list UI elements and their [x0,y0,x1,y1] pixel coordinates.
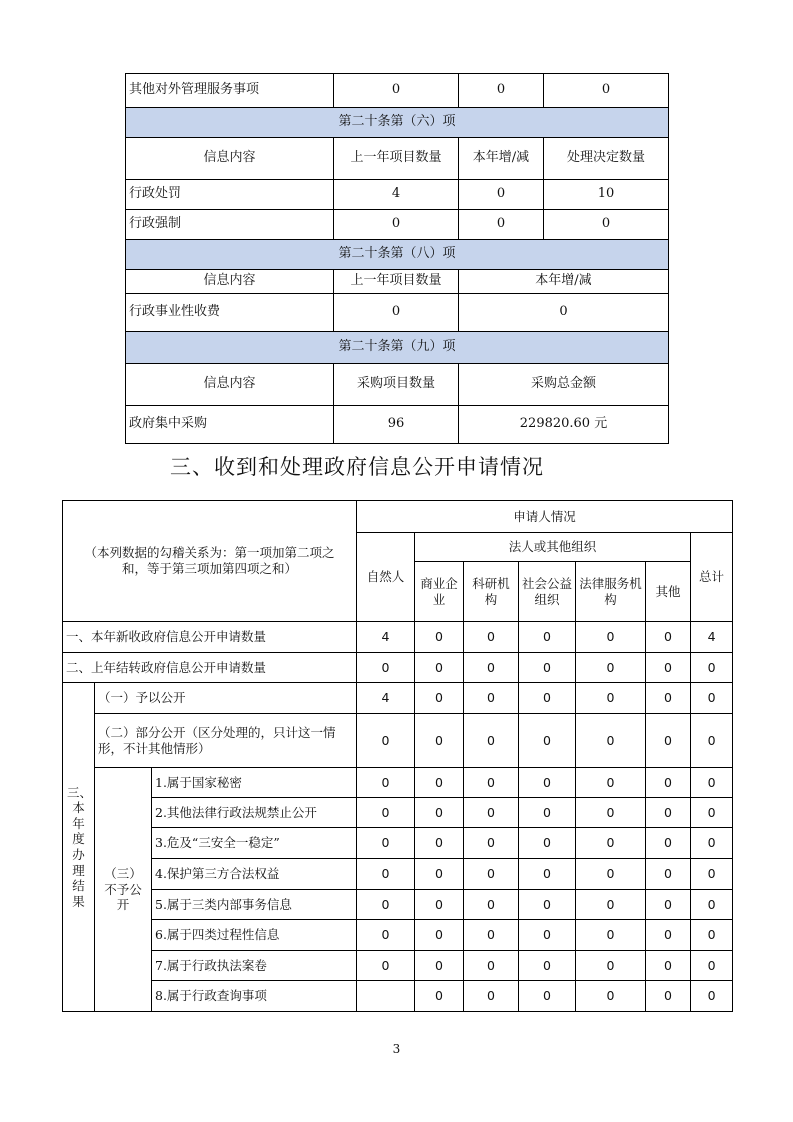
cell-value: 0 [691,920,733,951]
row-label: 1.属于国家秘密 [152,768,357,798]
cell-value: 0 [464,653,519,683]
column-header: 法律服务机构 [576,562,646,622]
cell-value: 0 [415,683,464,714]
cell-value: 0 [334,210,459,240]
cell-value: 0 [519,768,576,798]
cell-value: 0 [646,653,691,683]
cell-value: 4 [691,622,733,653]
table-row [126,210,669,240]
table-row [63,683,733,714]
cell-value: 0 [646,828,691,859]
cell-value: 0 [415,714,464,768]
column-header: 信息内容 [126,364,334,406]
cell-value: 0 [576,981,646,1012]
cell-value: 0 [519,714,576,768]
cell-value: 0 [415,951,464,981]
column-header: 处理决定数量 [544,138,669,180]
cell-value: 96 [334,406,459,444]
cell-value: 0 [519,622,576,653]
row-label: 8.属于行政查询事项 [152,981,357,1012]
cell-value: 0 [415,981,464,1012]
cell-value: 0 [519,653,576,683]
page-number: 3 [392,1042,401,1056]
row-label: 行政事业性收费 [126,294,334,332]
column-header: 本年增/减 [459,138,544,180]
cell-value: 0 [691,890,733,920]
table-row [63,798,733,828]
cell-value: 0 [576,714,646,768]
cell-value: 0 [576,653,646,683]
table-row [126,180,669,210]
cell-value: 0 [459,180,544,210]
cell-value: 0 [459,294,669,332]
legal-entity-header: 法人或其他组织 [415,533,691,562]
cell-value: 0 [334,294,459,332]
cell-value: 0 [464,890,519,920]
cell-value: 0 [415,768,464,798]
row-label: 政府集中采购 [126,406,334,444]
column-header: 科研机构 [464,562,519,622]
column-header: 采购项目数量 [334,364,459,406]
cell-value: 10 [544,180,669,210]
cell-value: 0 [464,798,519,828]
cell-value: 0 [691,683,733,714]
cell-value: 4 [357,622,415,653]
cell-value: 0 [691,714,733,768]
cell-value: 0 [357,890,415,920]
cell-value: 0 [459,210,544,240]
cell-value: 0 [691,768,733,798]
table-row [126,74,669,108]
cell-value: 0 [334,74,459,108]
cell-value: 0 [519,828,576,859]
cell-value: 0 [415,890,464,920]
cell-value: 0 [464,768,519,798]
cell-value: 0 [464,981,519,1012]
row-label: （二）部分公开（区分处理的，只计这一情形，不计其他情形） [95,714,357,768]
applicant-header: 申请人情况 [357,501,733,533]
cell-value: 0 [464,683,519,714]
application-stats-table [62,500,733,1012]
cell-value: 0 [576,920,646,951]
cell-value: 229820.60 元 [459,406,669,444]
column-header-row [126,364,669,406]
cell-value: 0 [691,828,733,859]
total-header: 总计 [691,533,733,622]
cell-value: 0 [544,210,669,240]
row-label: 5.属于三类内部事务信息 [152,890,357,920]
cell-value: 0 [576,859,646,890]
cell-value: 0 [646,768,691,798]
cell-value: 0 [646,683,691,714]
cell-value: 0 [357,951,415,981]
table-row [63,714,733,768]
row-label: 二、上年结转政府信息公开申请数量 [63,653,357,683]
cell-value: 0 [519,920,576,951]
section-title: 三、收到和处理政府信息公开申请情况 [170,455,544,479]
cell-value: 0 [415,859,464,890]
cell-value: 0 [691,798,733,828]
column-header: 上一年项目数量 [334,138,459,180]
column-header-row [126,270,669,294]
disclosure-items-table [125,73,669,444]
cell-value: 0 [691,981,733,1012]
cell-value: 0 [646,951,691,981]
cell-value: 0 [357,828,415,859]
cell-value: 0 [415,828,464,859]
table-row [126,294,669,332]
section-header-8: 第二十条第（八）项 [126,240,669,270]
table-row [63,622,733,653]
row-label: （一）予以公开 [95,683,357,714]
cell-value: 0 [576,622,646,653]
column-header-row [126,138,669,180]
withheld-group-label: （三）不予公开 [95,768,152,1012]
table-row [126,406,669,444]
table-row [63,859,733,890]
cell-value: 0 [464,714,519,768]
cell-value: 0 [576,828,646,859]
table-row [63,981,733,1012]
cell-value: 0 [519,859,576,890]
cell-value: 0 [415,920,464,951]
column-header: 信息内容 [126,138,334,180]
cell-value: 0 [691,859,733,890]
table-row [63,890,733,920]
cell-value: 0 [519,683,576,714]
cell-value: 0 [459,74,544,108]
column-header: 本年增/减 [459,270,669,294]
natural-person-header: 自然人 [357,533,415,622]
cell-value: 4 [334,180,459,210]
cell-value: 0 [464,920,519,951]
cell-value: 0 [415,653,464,683]
row-label: 3.危及“三安全一稳定” [152,828,357,859]
table-row [63,920,733,951]
cell-value: 0 [576,890,646,920]
column-header: 社会公益组织 [519,562,576,622]
column-header: 其他 [646,562,691,622]
row-label: 一、本年新收政府信息公开申请数量 [63,622,357,653]
row-label: 行政强制 [126,210,334,240]
cell-value: 0 [576,951,646,981]
column-header: 采购总金额 [459,364,669,406]
cell-value: 0 [646,798,691,828]
cell-value: 0 [357,714,415,768]
cell-value: 0 [646,981,691,1012]
cell-value: 0 [576,798,646,828]
table-row [63,828,733,859]
row-label: 2.其他法律行政法规禁止公开 [152,798,357,828]
cell-value: 0 [646,890,691,920]
cell-value: 0 [519,981,576,1012]
row-label: 其他对外管理服务事项 [126,74,334,108]
row-label: 7.属于行政执法案卷 [152,951,357,981]
cell-value: 0 [464,828,519,859]
row-label: 6.属于四类过程性信息 [152,920,357,951]
section-header-6: 第二十条第（六）项 [126,108,669,138]
table-row [63,951,733,981]
cell-value: 0 [415,798,464,828]
cell-value: 0 [464,859,519,890]
cell-value: 0 [646,714,691,768]
cell-value: 0 [357,798,415,828]
cell-value: 0 [519,890,576,920]
cell-value: 0 [519,951,576,981]
cell-value: 0 [646,622,691,653]
cell-value [357,981,415,1012]
corner-note: （本列数据的勾稽关系为：第一项加第二项之和，等于第三项加第四项之和） [63,501,357,622]
cell-value: 0 [646,920,691,951]
cell-value: 0 [357,768,415,798]
cell-value: 0 [357,920,415,951]
table-row [63,653,733,683]
cell-value: 0 [691,653,733,683]
cell-value: 0 [691,951,733,981]
column-header: 信息内容 [126,270,334,294]
cell-value: 0 [519,798,576,828]
section-header-9: 第二十条第（九）项 [126,332,669,364]
row-label: 4.保护第三方合法权益 [152,859,357,890]
column-header: 上一年项目数量 [334,270,459,294]
cell-value: 0 [357,653,415,683]
cell-value: 0 [576,768,646,798]
cell-value: 0 [464,951,519,981]
cell-value: 0 [646,859,691,890]
column-header: 商业企业 [415,562,464,622]
result-group-label: 三、本年度办理结果 [63,683,95,1012]
cell-value: 0 [576,683,646,714]
cell-value: 0 [544,74,669,108]
table-row [63,768,733,798]
cell-value: 4 [357,683,415,714]
cell-value: 0 [415,622,464,653]
cell-value: 0 [464,622,519,653]
cell-value: 0 [357,859,415,890]
row-label: 行政处罚 [126,180,334,210]
